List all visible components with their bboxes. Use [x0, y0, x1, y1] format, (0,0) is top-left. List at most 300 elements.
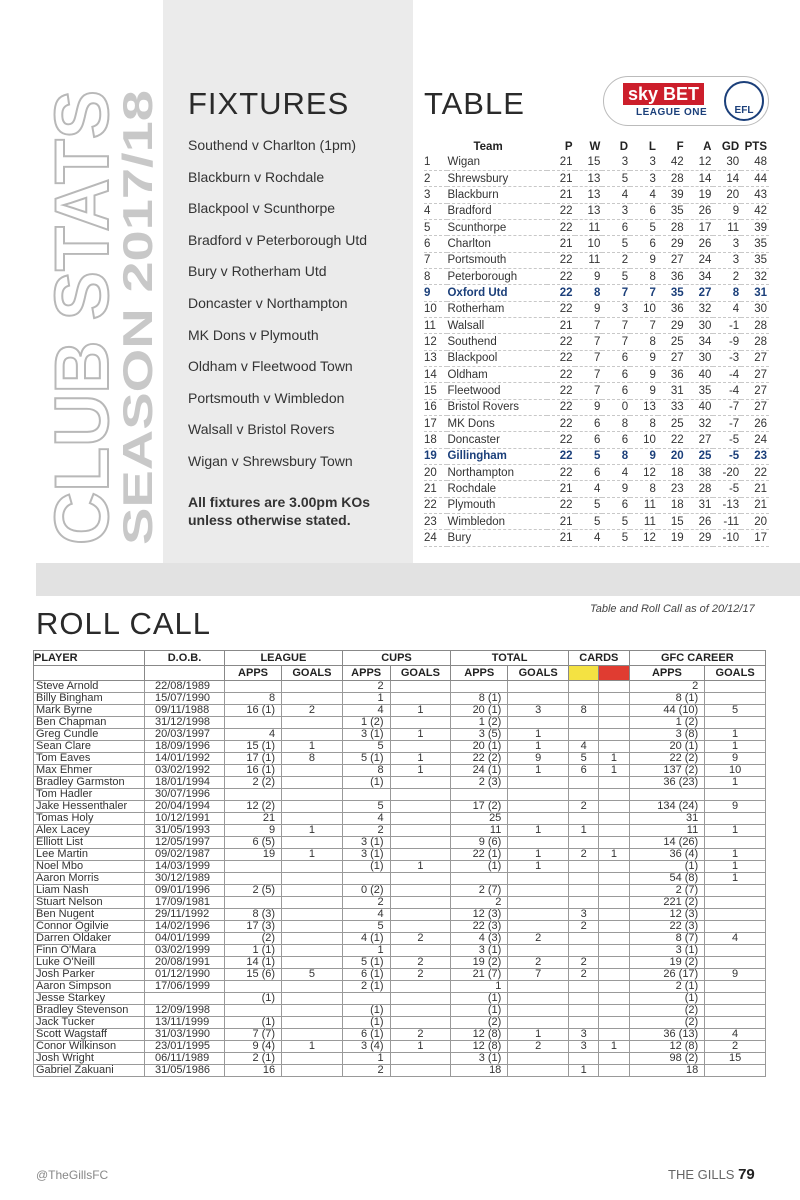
sub-header: APPS	[451, 666, 508, 681]
stat-cell: 6	[602, 383, 630, 399]
stat-cell: 1	[508, 861, 569, 873]
team-cell: Rotherham	[447, 301, 546, 317]
stat-cell: 2	[713, 268, 741, 284]
stat-cell	[568, 837, 598, 849]
stat-cell: 1 (2)	[629, 717, 705, 729]
stat-cell	[705, 909, 766, 921]
player-row	[34, 753, 766, 765]
table-row	[424, 187, 769, 203]
stat-cell	[390, 693, 451, 705]
player-row	[34, 957, 766, 969]
fixture-item: Bradford v Peterborough Utd	[188, 231, 367, 248]
stat-cell: 7	[508, 969, 569, 981]
stat-cell: 1	[390, 753, 451, 765]
stat-cell: 20	[658, 448, 686, 464]
stat-cell: 6 (1)	[342, 969, 390, 981]
stat-cell: 22 (2)	[451, 753, 508, 765]
stat-cell	[390, 945, 451, 957]
stat-cell: 17 (1)	[225, 753, 282, 765]
stat-cell: 27	[686, 285, 714, 301]
fixtures-note: All fixtures are 3.00pm KOs unless otherwise stated.	[188, 494, 371, 528]
player-dob: 12/09/1998	[145, 1005, 225, 1017]
player-row	[34, 1017, 766, 1029]
stat-cell	[282, 1017, 343, 1029]
player-dob: 10/12/1991	[145, 813, 225, 825]
stat-cell: 4	[630, 187, 658, 203]
stat-cell: 5	[602, 268, 630, 284]
table-row	[424, 170, 769, 186]
stat-cell: 2 (7)	[451, 885, 508, 897]
player-dob: 31/03/1990	[145, 1029, 225, 1041]
stat-cell: 1	[342, 693, 390, 705]
player-name: Sean Clare	[34, 741, 145, 753]
player-dob: 20/03/1997	[145, 729, 225, 741]
stat-cell: 36	[658, 301, 686, 317]
player-name: Alex Lacey	[34, 825, 145, 837]
table-row	[424, 236, 769, 252]
stat-cell: 5	[568, 753, 598, 765]
stat-cell: 15 (6)	[225, 969, 282, 981]
stat-cell: 28	[658, 219, 686, 235]
stat-cell	[568, 945, 598, 957]
stat-cell: -20	[713, 465, 741, 481]
player-name: Mark Byrne	[34, 705, 145, 717]
stat-cell: 14 (1)	[225, 957, 282, 969]
stat-cell: 39	[658, 187, 686, 203]
position-cell: 13	[424, 350, 447, 366]
stat-cell: -4	[713, 383, 741, 399]
stat-cell: 11	[575, 252, 603, 268]
stat-cell	[508, 837, 569, 849]
sub-header: APPS	[629, 666, 705, 681]
table-row	[424, 268, 769, 284]
stat-cell	[225, 897, 282, 909]
stat-cell	[508, 813, 569, 825]
player-name: Jesse Starkey	[34, 993, 145, 1005]
stat-cell: 2	[568, 849, 598, 861]
stat-cell: 7	[630, 317, 658, 333]
player-name: Max Ehmer	[34, 765, 145, 777]
stat-cell: 17	[741, 530, 769, 546]
stat-cell: 2 (1)	[225, 1053, 282, 1065]
stat-cell	[390, 717, 451, 729]
player-dob: 30/12/1989	[145, 873, 225, 885]
stat-cell: 33	[658, 399, 686, 415]
stat-cell: 2 (7)	[629, 885, 705, 897]
header-pos	[424, 140, 447, 154]
stat-cell	[390, 741, 451, 753]
stat-cell	[390, 837, 451, 849]
stat-cell: 4	[713, 301, 741, 317]
stat-cell: 3 (1)	[342, 729, 390, 741]
player-row	[34, 741, 766, 753]
stat-cell: (1)	[225, 993, 282, 1005]
stat-cell: 7	[575, 350, 603, 366]
stat-cell: 8	[282, 753, 343, 765]
stat-cell	[225, 981, 282, 993]
stat-cell: 2	[568, 969, 598, 981]
stat-cell	[282, 1053, 343, 1065]
player-row	[34, 801, 766, 813]
stat-cell	[390, 813, 451, 825]
stat-cell: 18	[629, 1065, 705, 1077]
stat-cell: 25	[658, 416, 686, 432]
player-dob: 18/01/1994	[145, 777, 225, 789]
stat-cell: 14	[686, 170, 714, 186]
stat-cell: 12 (8)	[451, 1029, 508, 1041]
stat-cell: 3	[630, 154, 658, 170]
stat-cell: 8	[630, 268, 658, 284]
table-row	[424, 416, 769, 432]
table-row	[424, 514, 769, 530]
position-cell: 14	[424, 366, 447, 382]
stat-cell: 1	[508, 1029, 569, 1041]
stat-cell: 40	[686, 366, 714, 382]
stat-cell	[705, 813, 766, 825]
stat-cell	[705, 957, 766, 969]
stat-cell: 30	[686, 317, 714, 333]
stat-cell	[568, 777, 598, 789]
stat-cell	[599, 957, 629, 969]
player-name: Aaron Simpson	[34, 981, 145, 993]
stat-cell: 21	[547, 154, 575, 170]
stat-cell: 4	[342, 705, 390, 717]
header-gd: GD	[721, 141, 740, 153]
stat-cell	[599, 969, 629, 981]
stat-cell: 4	[575, 481, 603, 497]
stat-cell	[599, 729, 629, 741]
player-row	[34, 1029, 766, 1041]
stat-cell: 26 (17)	[629, 969, 705, 981]
stat-cell	[390, 1053, 451, 1065]
stat-cell: 21	[547, 530, 575, 546]
position-cell: 4	[424, 203, 447, 219]
position-cell: 24	[424, 530, 447, 546]
stat-cell: 21	[225, 813, 282, 825]
position-cell: 5	[424, 219, 447, 235]
team-cell: Bristol Rovers	[447, 399, 546, 415]
stat-cell: 3	[602, 203, 630, 219]
stat-cell	[508, 1005, 569, 1017]
stat-cell: 1	[508, 741, 569, 753]
team-cell: Fleetwood	[447, 383, 546, 399]
league-table-header	[424, 140, 769, 154]
stat-cell: 3	[568, 1041, 598, 1053]
stat-cell	[705, 945, 766, 957]
stat-cell: 1	[599, 753, 629, 765]
stat-cell	[390, 825, 451, 837]
stat-cell: -11	[713, 514, 741, 530]
stat-cell: (2)	[629, 1017, 705, 1029]
stat-cell: 22	[547, 497, 575, 513]
stat-cell	[282, 981, 343, 993]
efl-logo: EFL	[724, 81, 764, 121]
stat-cell: 2	[390, 957, 451, 969]
stat-cell	[599, 1065, 629, 1077]
stat-cell	[705, 1065, 766, 1077]
stat-cell: -13	[713, 497, 741, 513]
stat-cell: (1)	[451, 861, 508, 873]
stat-cell: (1)	[342, 1017, 390, 1029]
stat-cell: 24	[686, 252, 714, 268]
stat-cell: 1	[705, 729, 766, 741]
stat-cell	[599, 921, 629, 933]
player-name: Scott Wagstaff	[34, 1029, 145, 1041]
header-f: F	[676, 141, 684, 153]
stat-cell: 22	[547, 399, 575, 415]
stat-cell: 22	[547, 416, 575, 432]
player-row	[34, 717, 766, 729]
fixture-item: Bury v Rotherham Utd	[188, 263, 327, 280]
player-dob: 04/01/1999	[145, 933, 225, 945]
stat-cell: 4 (1)	[342, 933, 390, 945]
stat-cell: 1	[282, 849, 343, 861]
player-row	[34, 981, 766, 993]
stat-cell	[599, 813, 629, 825]
stat-cell: 7	[575, 366, 603, 382]
stat-cell	[508, 993, 569, 1005]
stat-cell	[568, 681, 598, 693]
stat-cell	[568, 1017, 598, 1029]
stat-cell	[705, 693, 766, 705]
stat-cell: 22	[547, 465, 575, 481]
stat-cell: 22	[547, 301, 575, 317]
stat-cell: 38	[686, 465, 714, 481]
header-w: W	[589, 141, 601, 153]
fixture-item: MK Dons v Plymouth	[188, 326, 319, 343]
stat-cell	[705, 981, 766, 993]
player-name: Tom Eaves	[34, 753, 145, 765]
header-l: L	[648, 141, 656, 153]
stat-cell	[508, 693, 569, 705]
roll-call-sub-header	[34, 666, 766, 681]
stat-cell	[508, 921, 569, 933]
stat-cell: 0	[602, 399, 630, 415]
player-name: Darren Oldaker	[34, 933, 145, 945]
stat-cell: 1	[705, 849, 766, 861]
stat-cell: 14 (26)	[629, 837, 705, 849]
stat-cell: 36 (23)	[629, 777, 705, 789]
stat-cell: 22 (1)	[451, 849, 508, 861]
stat-cell: 5	[575, 448, 603, 464]
stat-cell: 3 (1)	[451, 1053, 508, 1065]
stat-cell: 7	[575, 383, 603, 399]
stat-cell: 14	[713, 170, 741, 186]
stat-cell: 11	[629, 825, 705, 837]
stat-cell	[568, 1005, 598, 1017]
stat-cell: 15	[705, 1053, 766, 1065]
club-stats-vertical-title	[30, 85, 160, 550]
stat-cell	[282, 1029, 343, 1041]
player-row	[34, 705, 766, 717]
stat-cell: 2	[602, 252, 630, 268]
stat-cell: 12 (2)	[225, 801, 282, 813]
stat-cell: 11	[575, 219, 603, 235]
player-row	[34, 909, 766, 921]
stat-cell	[508, 981, 569, 993]
stat-cell: 3 (1)	[451, 945, 508, 957]
stat-cell: 2	[508, 933, 569, 945]
stat-cell	[508, 1017, 569, 1029]
stat-cell: 2	[390, 1029, 451, 1041]
table-heading: TABLE	[424, 86, 525, 121]
player-row	[34, 1053, 766, 1065]
stat-cell: 13	[575, 187, 603, 203]
stat-cell	[390, 801, 451, 813]
stat-cell: 44 (10)	[629, 705, 705, 717]
fixture-item: Walsall v Bristol Rovers	[188, 421, 335, 438]
stat-cell: 24	[741, 432, 769, 448]
stat-cell: 4	[602, 187, 630, 203]
stat-cell: 1	[599, 765, 629, 777]
stat-cell: 1	[390, 765, 451, 777]
stat-cell: 12 (3)	[629, 909, 705, 921]
stat-cell: 32	[686, 416, 714, 432]
stat-cell: 28	[686, 481, 714, 497]
stat-cell: 27	[658, 350, 686, 366]
stat-cell: 1	[705, 777, 766, 789]
stat-cell: 28	[741, 317, 769, 333]
stat-cell	[599, 825, 629, 837]
stat-cell	[705, 789, 766, 801]
stat-cell: 20 (1)	[629, 741, 705, 753]
stat-cell: (1)	[629, 993, 705, 1005]
stat-cell: -10	[713, 530, 741, 546]
stat-cell	[390, 921, 451, 933]
player-name: Gabriel Zakuani	[34, 1065, 145, 1077]
stat-cell	[599, 933, 629, 945]
player-name: Bradley Stevenson	[34, 1005, 145, 1017]
player-dob: 31/05/1993	[145, 825, 225, 837]
stat-cell	[599, 861, 629, 873]
stat-cell: 7	[602, 317, 630, 333]
stat-cell: 10	[705, 765, 766, 777]
fixture-item: Oldham v Fleetwood Town	[188, 358, 353, 375]
stat-cell	[282, 777, 343, 789]
stat-cell: 1	[508, 765, 569, 777]
stat-cell	[282, 993, 343, 1005]
stat-cell: 2	[508, 1041, 569, 1053]
stat-cell: 22	[547, 448, 575, 464]
stat-cell	[225, 681, 282, 693]
player-row	[34, 885, 766, 897]
stat-cell: 26	[686, 514, 714, 530]
player-dob: 29/11/1992	[145, 909, 225, 921]
stat-cell: 20	[713, 187, 741, 203]
group-header: D.O.B.	[145, 651, 225, 666]
stat-cell: -5	[713, 448, 741, 464]
position-cell: 20	[424, 465, 447, 481]
player-dob: 09/02/1987	[145, 849, 225, 861]
stat-cell	[390, 873, 451, 885]
player-name: Tom Hadler	[34, 789, 145, 801]
stat-cell: 26	[686, 203, 714, 219]
player-name: Stuart Nelson	[34, 897, 145, 909]
stat-cell	[282, 801, 343, 813]
stat-cell	[282, 945, 343, 957]
stat-cell: 19 (2)	[451, 957, 508, 969]
stat-cell: 11	[713, 219, 741, 235]
stat-cell: 9	[630, 366, 658, 382]
player-row	[34, 873, 766, 885]
stat-cell: 20 (1)	[451, 741, 508, 753]
stat-cell: 6 (5)	[225, 837, 282, 849]
skybet-league-one-badge	[603, 76, 769, 126]
stat-cell	[390, 897, 451, 909]
stat-cell: 7	[575, 317, 603, 333]
stat-cell: 5	[575, 514, 603, 530]
stat-cell	[568, 873, 598, 885]
club-stats-title: CLUB STATS	[40, 85, 125, 545]
stat-cell: 2	[568, 801, 598, 813]
player-dob: 01/12/1990	[145, 969, 225, 981]
stat-cell	[390, 777, 451, 789]
stat-cell: 31	[658, 383, 686, 399]
stat-cell	[342, 789, 390, 801]
stat-cell	[282, 693, 343, 705]
player-row	[34, 825, 766, 837]
stat-cell: 8 (7)	[629, 933, 705, 945]
header-d: D	[619, 141, 629, 153]
stat-cell	[599, 1053, 629, 1065]
stat-cell: 35	[658, 203, 686, 219]
stat-cell	[599, 1017, 629, 1029]
stat-cell	[390, 981, 451, 993]
stat-cell: 17	[686, 219, 714, 235]
header-team: Team	[473, 141, 503, 153]
stat-cell: 9	[705, 801, 766, 813]
stat-cell: 2	[568, 921, 598, 933]
sub-header: APPS	[225, 666, 282, 681]
stat-cell: 12 (3)	[451, 909, 508, 921]
header-pts: PTS	[744, 141, 767, 153]
stat-cell: 1	[568, 1065, 598, 1077]
position-cell: 7	[424, 252, 447, 268]
player-name: Conor Wilkinson	[34, 1041, 145, 1053]
stat-cell: 3	[602, 154, 630, 170]
stat-cell: 5 (1)	[342, 957, 390, 969]
stat-cell	[508, 885, 569, 897]
player-name: Steve Arnold	[34, 681, 145, 693]
stat-cell: 22	[547, 366, 575, 382]
yellow-card-icon	[568, 666, 598, 681]
player-dob: 03/02/1992	[145, 765, 225, 777]
player-dob: 17/06/1999	[145, 981, 225, 993]
stat-cell: 36	[658, 268, 686, 284]
stat-cell: 29	[658, 236, 686, 252]
stat-cell: 2 (3)	[451, 777, 508, 789]
stat-cell	[390, 1005, 451, 1017]
stat-cell: 6	[630, 203, 658, 219]
position-cell: 19	[424, 448, 447, 464]
stat-cell: 8	[575, 285, 603, 301]
stat-cell	[508, 945, 569, 957]
stat-cell	[282, 717, 343, 729]
player-name: Tomas Holy	[34, 813, 145, 825]
stat-cell: 7	[602, 285, 630, 301]
player-row	[34, 729, 766, 741]
stat-cell: 10	[630, 301, 658, 317]
stat-cell: 137 (2)	[629, 765, 705, 777]
fixture-item: Blackburn v Rochdale	[188, 168, 325, 185]
stat-cell: 2	[282, 705, 343, 717]
stat-cell	[225, 1005, 282, 1017]
stat-cell: 2	[568, 957, 598, 969]
stat-cell: -7	[713, 416, 741, 432]
player-name: Josh Parker	[34, 969, 145, 981]
player-row	[34, 993, 766, 1005]
fixture-item: Portsmouth v Wimbledon	[188, 389, 345, 406]
